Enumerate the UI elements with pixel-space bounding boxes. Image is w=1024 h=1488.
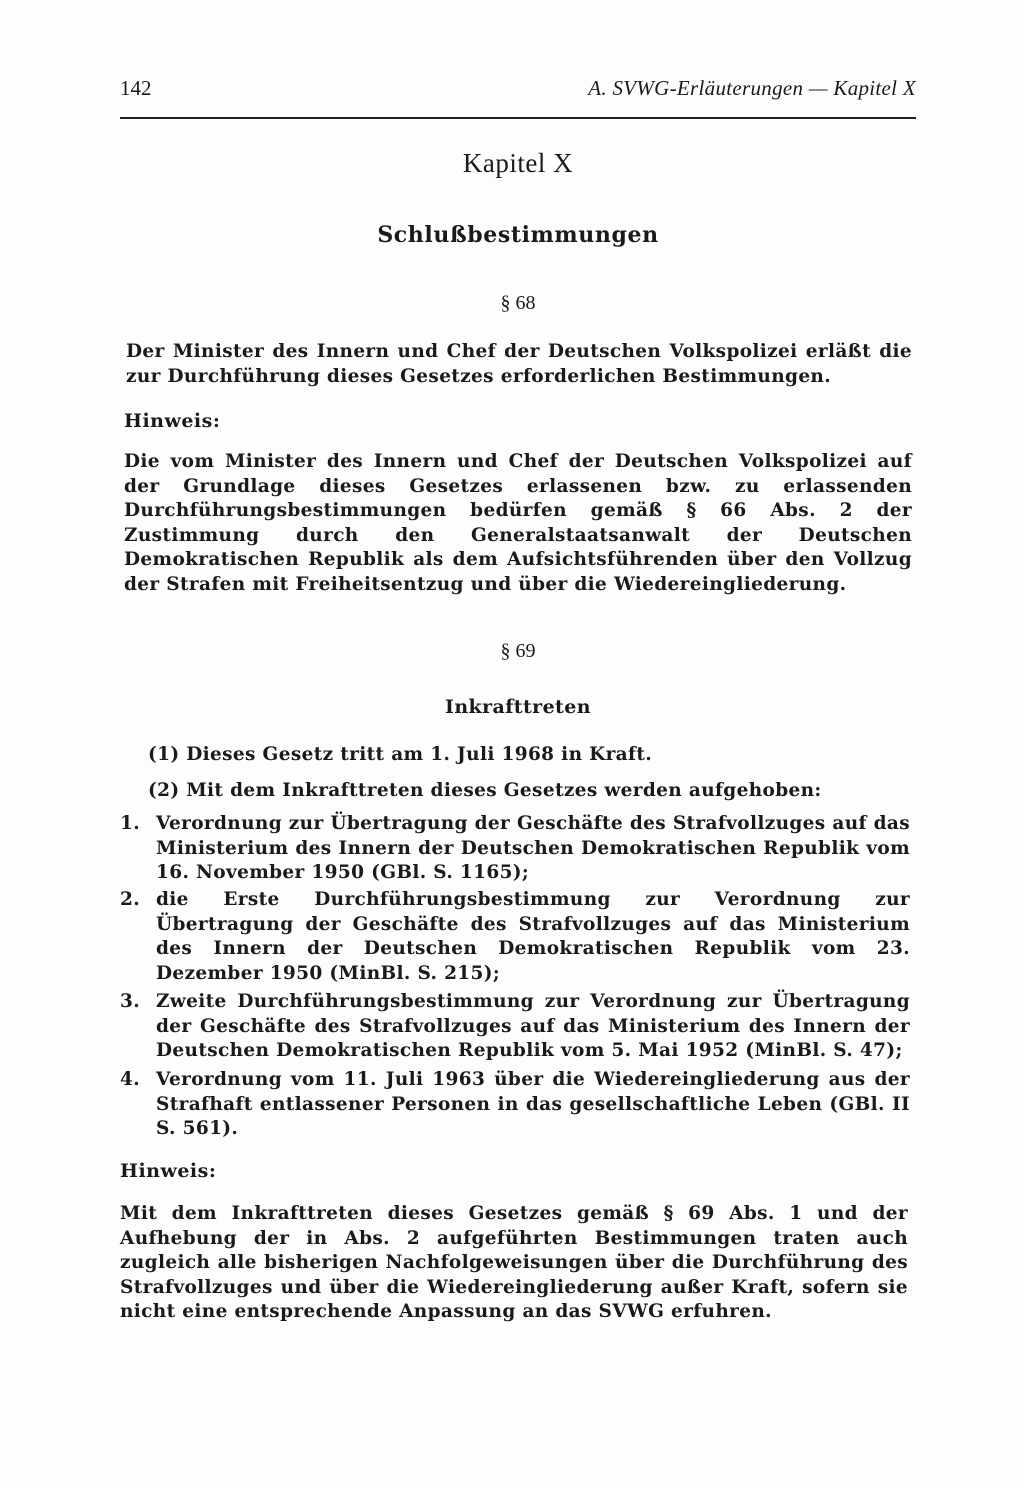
- list-item-text: die Erste Durchführungsbestimmung zur Verordnung zur Übertragung der Geschäfte des Strafvollzuges auf das Ministerium des Innern der Deutschen Demokratischen Republik vom 23. Dezember 1950 (MinBl. S. 215);: [156, 889, 910, 984]
- header-rule: [120, 117, 916, 119]
- list-item-number: 2.: [120, 889, 141, 910]
- section-69-para-2: (2) Mit dem Inkrafttreten dieses Gesetzes werden aufgehoben:: [148, 780, 822, 801]
- list-item-number: 1.: [120, 813, 141, 834]
- section-68-hint-text: Die vom Minister des Innern und Chef der Deutschen Volkspolizei auf der Grundlage dieses Gesetzes erlassenen bzw. zu erlassenden Durchführungsbestimmungen bedürfen gemäß § 66 Abs. 2 der Zustimmung durch den Generalstaatsanwalt der Deutschen Demokratischen Republik als dem Aufsichtsführenden über den Vollzug der Strafen mit Freiheitsentzug und über die Wiedereingliederung.: [124, 451, 912, 595]
- list-item: [120, 1068, 910, 1142]
- page-number: 142: [120, 76, 152, 100]
- list-item-number: 3.: [120, 991, 141, 1012]
- page-header: [120, 76, 916, 101]
- chapter-subtitle: Schlußbestimmungen: [377, 222, 659, 248]
- section-69-hint-label: Hinweis:: [120, 1160, 217, 1182]
- list-item-text: Verordnung vom 11. Juli 1963 über die Wiedereingliederung aus der Strafhaft entlassener Personen in das gesellschaftliche Leben (GBl. II S. 561).: [156, 1069, 910, 1139]
- list-item: [120, 990, 910, 1064]
- section-68-hint-label: Hinweis:: [124, 410, 221, 432]
- section-68-text: Der Minister des Innern und Chef der Deutschen Volkspolizei erläßt die zur Durchführung dieses Gesetzes erforderlichen Bestimmungen.: [126, 341, 912, 387]
- section-69-title: Inkrafttreten: [445, 696, 591, 718]
- section-69-hint-text: Mit dem Inkrafttreten dieses Gesetzes gemäß § 69 Abs. 1 und der Aufhebung der in Abs. 2 aufgeführten Bestimmungen traten auch zugleich alle bisherigen Nachfolgeweisungen über die Durchführung des Strafvollzuges und über die Wiedereingliederung außer Kraft, sofern sie nicht eine entsprechende Anpassung an das SVWG erfuhren.: [120, 1203, 908, 1322]
- section-68-heading: § 68: [500, 292, 536, 314]
- list-item-text: Zweite Durchführungsbestimmung zur Verordnung zur Übertragung der Geschäfte des Strafvollzuges auf das Ministerium des Innern der Deutschen Demokratischen Republik vom 5. Mai 1952 (MinBl. S. 47);: [156, 991, 910, 1061]
- list-item: [120, 812, 910, 886]
- list-item-number: 4.: [120, 1069, 141, 1090]
- section-69-heading: § 69: [500, 640, 536, 662]
- list-item: [120, 888, 910, 986]
- list-item-text: Verordnung zur Übertragung der Geschäfte des Strafvollzuges auf das Ministerium des Innern der Deutschen Demokratischen Republik vom 16. November 1950 (GBl. S. 1165);: [156, 813, 910, 883]
- section-69-para-1: (1) Dieses Gesetz tritt am 1. Juli 1968 in Kraft.: [148, 744, 653, 765]
- chapter-title: Kapitel X: [462, 148, 574, 178]
- running-title: A. SVWG-Erläuterungen — Kapitel X: [588, 76, 916, 100]
